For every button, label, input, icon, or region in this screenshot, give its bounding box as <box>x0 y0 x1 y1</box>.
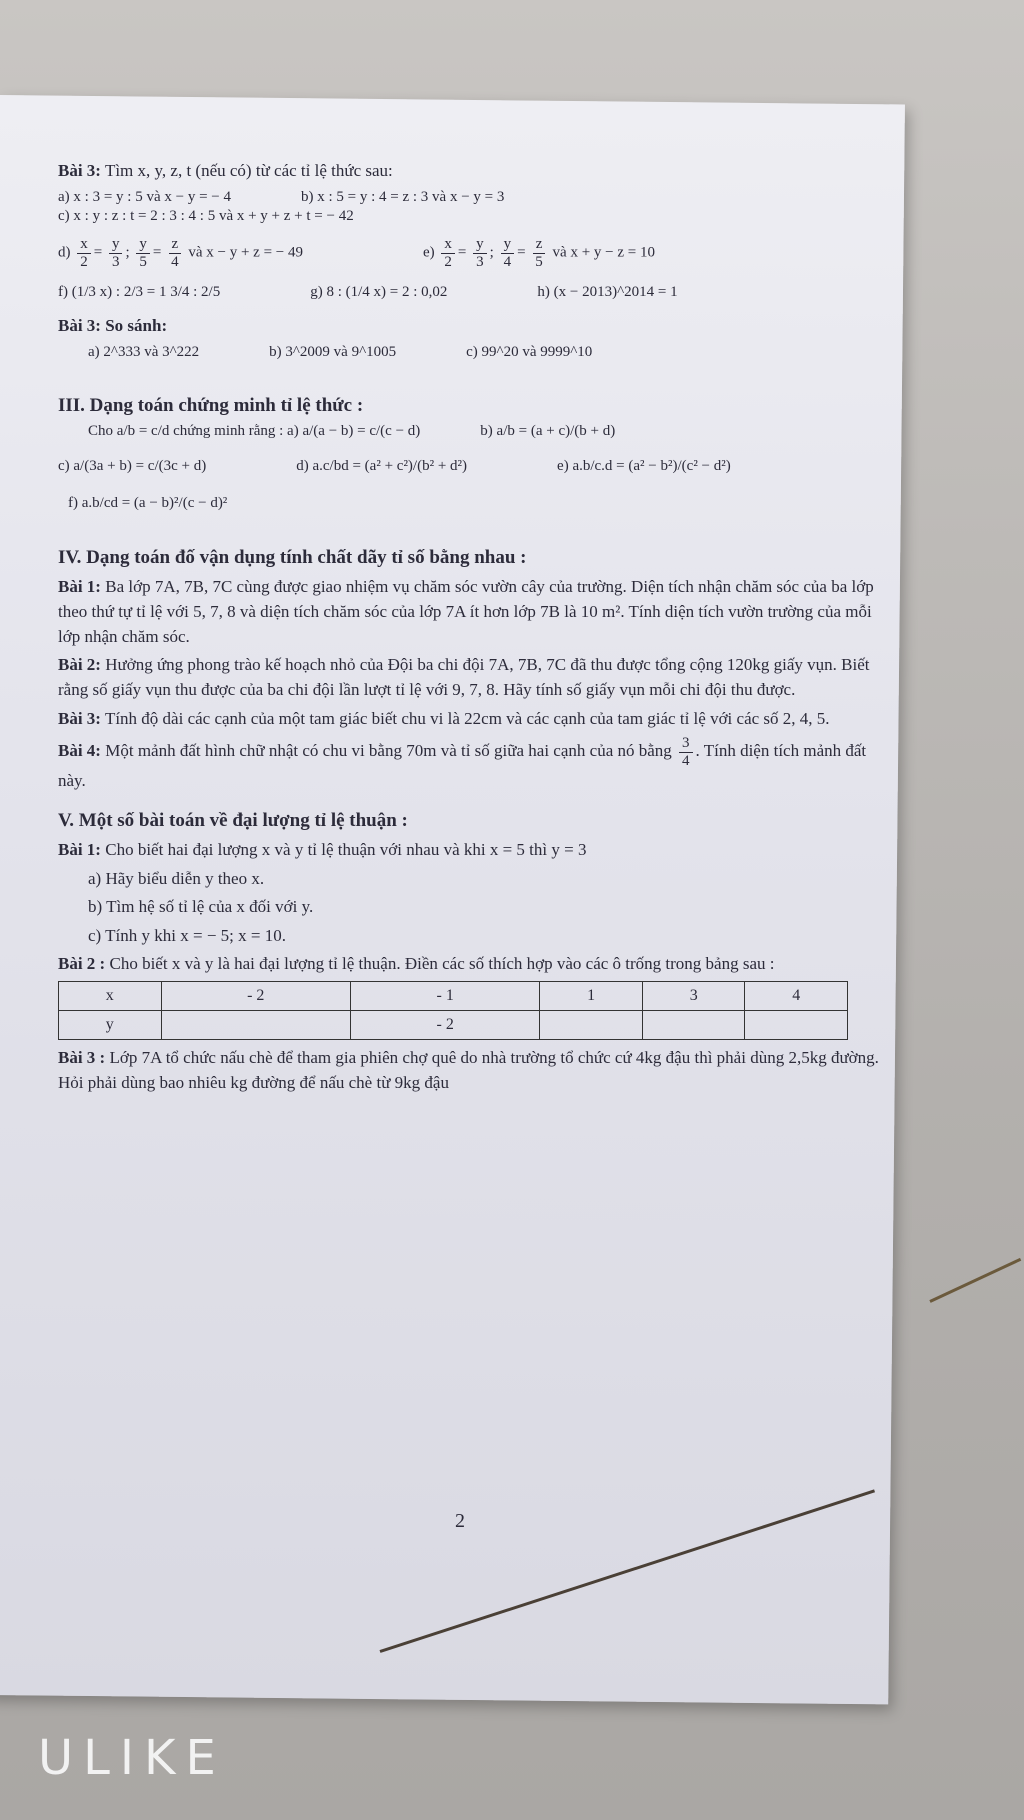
bai3-tim-d: d) $\frac{x}{2}$ = $\frac{y}{3}$ ; $\frac{y}{5}$ = $\frac{z}{4}$ và x − y + z = − 49 <box>58 236 304 270</box>
section4-bai4-tail: . Tính diện tích mảnh đất này. <box>58 741 867 791</box>
section5-bai1-b: b) Tìm hệ số tỉ lệ của x đối với y. <box>88 897 314 917</box>
frac-y-3b: $\frac{y}{3}$ <box>473 236 487 270</box>
bai3-sosanh-b: b) 3^2009 và 9^1005 <box>269 344 397 361</box>
frac-y-4: $\frac{y}{4}$ <box>501 236 515 270</box>
page-number: 2 <box>455 1510 465 1532</box>
bai3-tim-title: Bài 3: <box>58 161 101 180</box>
table-row-x <box>59 982 848 1011</box>
proportion-table <box>58 981 848 1040</box>
section3-c: c) a/(3a + b) = c/(3c + d) <box>58 458 207 475</box>
watermark: ULIKE <box>38 1730 226 1786</box>
frac-x-2: $\frac{x}{2}$ <box>77 236 91 270</box>
section4-bai2-label: Bài 2: <box>58 655 101 675</box>
table-cell: y <box>59 1011 162 1040</box>
table-row-y <box>59 1011 848 1040</box>
section3-b: b) a/b = (a + c)/(b + d) <box>480 423 616 440</box>
section5-bai2-text: Cho biết x và y là hai đại lượng tỉ lệ thuận. Điền các số thích hợp vào các ô trống trong bảng sau : <box>109 954 775 974</box>
table-cell <box>745 1011 848 1040</box>
section5-bai3 <box>58 1046 888 1095</box>
section5-bai2-label: Bài 2 : <box>58 954 106 974</box>
bai3-tim-g: g) 8 : (1/4 x) = 2 : 0,02 <box>310 284 448 301</box>
section4-bai2-text: Hưởng ứng phong trào kế hoạch nhỏ của Đội ba chi đội 7A, 7B, 7C đã thu được tổng cộng 120kg giấy vụn. Biết rằng số giấy vụn thu được của ba chi đội lần lượt tỉ lệ với 9, 7, 8. Hãy tính số giấy vụn mỗi chi đội thu được. <box>58 655 870 699</box>
bai3-sosanh-a: a) 2^333 và 3^222 <box>88 344 200 361</box>
frac-y-5: $\frac{y}{5}$ <box>136 236 150 270</box>
section4-bai3-text: Tính độ dài các cạnh của một tam giác biết chu vi là 22cm và các cạnh của tam giác tỉ lệ với các số 2, 4, 5. <box>104 708 830 728</box>
bai3-tim-d-label: d) <box>58 244 71 261</box>
section4-bai1 <box>58 575 888 649</box>
section3-d: d) a.c/bd = (a² + c²)/(b² + d²) <box>296 458 468 475</box>
table-cell: - 2 <box>350 1011 539 1040</box>
bai3-tim-row-ab <box>58 189 888 206</box>
table-cell: - 1 <box>350 982 539 1011</box>
section3-row2 <box>58 458 888 475</box>
worksheet-content <box>58 160 888 1099</box>
bai3-tim-b: b) x : 5 = y : 4 = z : 3 và x − y = 3 <box>300 188 505 205</box>
bai3-tim-row-fgh <box>58 284 888 301</box>
section4-bai4-text: Một mảnh đất hình chữ nhật có chu vi bằng 70m và tỉ số giữa hai cạnh của nó bằng <box>105 741 672 761</box>
section4-bai4-label: Bài 4: <box>58 741 101 761</box>
section3-e: e) a.b/c.d = (a² − b²)/(c² − d²) <box>557 458 731 475</box>
section5-title: V. Một số bài toán về đại lượng tỉ lệ thuận : <box>58 809 408 831</box>
section5-bai2 <box>58 952 888 977</box>
bai3-tim-e-label: e) <box>423 244 435 261</box>
table-cell: 4 <box>745 982 848 1011</box>
bai3-sosanh-c: c) 99^20 và 9999^10 <box>466 344 593 361</box>
section4-bai3-label: Bài 3: <box>58 708 101 728</box>
table-cell <box>161 1011 350 1040</box>
table-cell: 1 <box>540 982 643 1011</box>
section4-bai1-label: Bài 1: <box>58 577 101 597</box>
bai3-tim-d-tail: và x − y + z = − 49 <box>188 244 304 261</box>
bai3-tim-h: h) (x − 2013)^2014 = 1 <box>537 284 678 301</box>
section3-row1 <box>58 423 888 440</box>
table-cell <box>540 1011 643 1040</box>
section5-bai1-text: Cho biết hai đại lượng x và y tỉ lệ thuận với nhau và khi x = 5 thì y = 3 <box>105 839 587 859</box>
table-cell: x <box>59 982 162 1011</box>
section3-intro: Cho a/b = c/d chứng minh rằng : a) a/(a − b) = c/(c − d) <box>88 423 421 440</box>
frac-3-4: $\frac{3}{4}$ <box>679 735 693 769</box>
section5-bai3-label: Bài 3 : <box>58 1048 106 1068</box>
frac-x-2b: $\frac{x}{2}$ <box>441 236 455 270</box>
bai3-tim-c: c) x : y : z : t = 2 : 3 : 4 : 5 và x + y + z + t = − 42 <box>58 207 354 224</box>
section5-bai1 <box>58 838 888 863</box>
section5-bai1-c: c) Tính y khi x = − 5; x = 10. <box>88 925 286 945</box>
stick-shadow <box>929 1258 1021 1303</box>
table-cell <box>642 1011 745 1040</box>
section4-bai4 <box>58 735 888 794</box>
section4-bai2 <box>58 653 888 702</box>
section5-bai3-text: Lớp 7A tổ chức nấu chè để tham gia phiên chợ quê do nhà trường tổ chức cứ 4kg đậu thì phải dùng 2,5kg đường. Hỏi phải dùng bao nhiêu kg đường để nấu chè từ 9kg đậu <box>58 1048 879 1092</box>
table-cell: 3 <box>642 982 745 1011</box>
bai3-tim-a: a) x : 3 = y : 5 và x − y = − 4 <box>58 188 231 205</box>
frac-z-4: $\frac{z}{4}$ <box>168 236 182 270</box>
bai3-tim-f: f) (1/3 x) : 2/3 = 1 3/4 : 2/5 <box>58 284 221 301</box>
bai3-tim-row-de <box>58 236 888 270</box>
bai3-sosanh-title: Bài 3: So sánh: <box>58 316 168 336</box>
section4-title: IV. Dạng toán đố vận dụng tính chất dãy tỉ số bằng nhau : <box>58 547 527 569</box>
bai3-tim-e: e) $\frac{x}{2}$ = $\frac{y}{3}$ ; $\frac{y}{4}$ = $\frac{z}{5}$ và x + y − z = 10 <box>423 236 655 270</box>
frac-y-3: $\frac{y}{3}$ <box>109 236 123 270</box>
section4-bai3 <box>58 707 888 732</box>
table-cell: - 2 <box>161 982 350 1011</box>
section3-title: III. Dạng toán chứng minh tỉ lệ thức : <box>58 395 364 417</box>
section4-bai1-text: Ba lớp 7A, 7B, 7C cùng được giao nhiệm vụ chăm sóc vườn cây của trường. Diện tích nhận chăm sóc của ba lớp theo thứ tự tỉ lệ với 5, 7, 8 và diện tích chăm sóc của lớp 7A ít hơn lớp 7B là 10 m². Tính diện tích vườn trường của mỗi lớp nhận chăm sóc. <box>58 577 874 646</box>
frac-z-5: $\frac{z}{5}$ <box>532 236 546 270</box>
section5-bai1-a: a) Hãy biểu diễn y theo x. <box>88 868 265 888</box>
bai3-tim-e-tail: và x + y − z = 10 <box>552 244 655 261</box>
bai3-sosanh-row <box>58 344 888 361</box>
bai3-tim-text: Tìm x, y, z, t (nếu có) từ các tỉ lệ thức sau: <box>104 161 393 180</box>
section5-bai1-label: Bài 1: <box>58 839 101 859</box>
section3-f: f) a.b/cd = (a − b)²/(c − d)² <box>68 495 228 512</box>
bai3-tim-intro <box>58 160 888 183</box>
